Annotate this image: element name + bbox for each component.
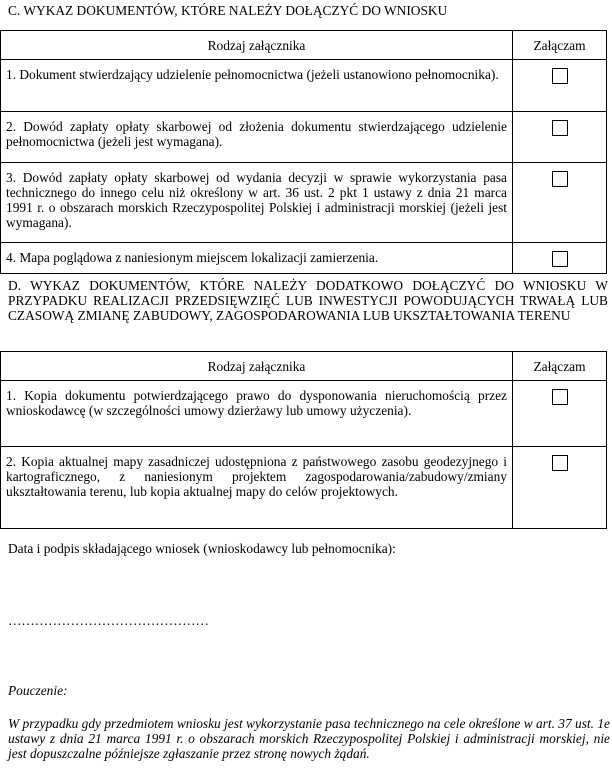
attachment-description: 4. Mapa poglądowa z naniesionym miejscem lokalizacji zamierzenia. bbox=[1, 243, 513, 274]
table-row bbox=[1, 243, 607, 274]
notice-text: W przypadku gdy przedmiotem wniosku jest wykorzystanie pasa technicznego na cele określone w art. 37 ust. 1e ustawy z dnia 21 marca 1991 r. o obszarach morskich Rzeczypospolitej Polskiej i administracji morskiej, nie jest dopuszczalne późniejsze zgłaszanie przez stronę nowych żądań. bbox=[8, 716, 610, 761]
column-header-attachment: Rodzaj załącznika bbox=[1, 352, 513, 381]
attachment-description: 3. Dowód zapłaty opłaty skarbowej od wydania decyzji w sprawie wykorzystania pasa technicznego do innego celu niż określony w art. 36 ust. 2 pkt 1 ustawy z dnia 21 marca 1991 r. o obszarach morskich Rzeczypospolitej Polskiej i administracji morskiej (jeżeli jest wymagana). bbox=[1, 163, 513, 243]
table-header-row bbox=[1, 352, 607, 381]
table-row bbox=[1, 163, 607, 243]
column-header-attached: Załączam bbox=[513, 31, 607, 60]
attachment-description: 2. Dowód zapłaty opłaty skarbowej od złożenia dokumentu stwierdzającego udzielenie pełnomocnictwa (jeżeli jest wymagana). bbox=[1, 112, 513, 163]
attach-cell bbox=[513, 447, 607, 529]
section-c-heading: C. WYKAZ DOKUMENTÓW, KTÓRE NALEŻY DOŁĄCZYĆ DO WNIOSKU bbox=[8, 3, 448, 18]
attach-cell bbox=[513, 112, 607, 163]
attach-checkbox[interactable] bbox=[552, 68, 568, 84]
attachment-description: 2. Kopia aktualnej mapy zasadniczej udostępniona z państwowego zasobu geodezyjnego i kartograficznego, z naniesionym projektem zagospodarowania/zabudowy/zmiany ukształtowania terenu, lub kopia aktualnej mapy do celów projektowych. bbox=[1, 447, 513, 529]
signature-label: Data i podpis składającego wniosek (wnioskodawcy lub pełnomocnika): bbox=[8, 541, 396, 556]
section-c-table bbox=[0, 30, 607, 274]
table-row bbox=[1, 447, 607, 529]
attach-checkbox[interactable] bbox=[552, 455, 568, 471]
notice-title: Pouczenie: bbox=[8, 683, 68, 698]
attach-cell bbox=[513, 163, 607, 243]
section-d-heading: D. WYKAZ DOKUMENTÓW, KTÓRE NALEŻY DODATKOWO DOŁĄCZYĆ DO WNIOSKU W PRZYPADKU REALIZACJI PRZEDSIĘWZIĘĆ LUB INWESTYCJI POWODUJĄCYCH TRWAŁĄ LUB CZASOWĄ ZMIANĘ ZABUDOWY, ZAGOSPODAROWANIA LUB UKSZTAŁTOWANIA TERENU bbox=[8, 278, 608, 323]
attach-checkbox[interactable] bbox=[552, 171, 568, 187]
attach-checkbox[interactable] bbox=[552, 120, 568, 136]
table-row bbox=[1, 60, 607, 112]
column-header-attachment: Rodzaj załącznika bbox=[1, 31, 513, 60]
attachment-description: 1. Dokument stwierdzający udzielenie pełnomocnictwa (jeżeli ustanowiono pełnomocnika). bbox=[1, 60, 513, 112]
column-header-attached: Załączam bbox=[513, 352, 607, 381]
table-row bbox=[1, 112, 607, 163]
section-d-table bbox=[0, 351, 607, 529]
table-row bbox=[1, 381, 607, 447]
attach-checkbox[interactable] bbox=[552, 251, 568, 267]
attachment-description: 1. Kopia dokumentu potwierdzającego prawo do dysponowania nieruchomością przez wnioskodawcę (w szczególności umowy dzierżawy lub umowy użyczenia). bbox=[1, 381, 513, 447]
attach-cell bbox=[513, 243, 607, 274]
signature-line[interactable]: ……………………………………… bbox=[8, 613, 209, 628]
table-header-row bbox=[1, 31, 607, 60]
attach-checkbox[interactable] bbox=[552, 389, 568, 405]
attach-cell bbox=[513, 60, 607, 112]
attach-cell bbox=[513, 381, 607, 447]
